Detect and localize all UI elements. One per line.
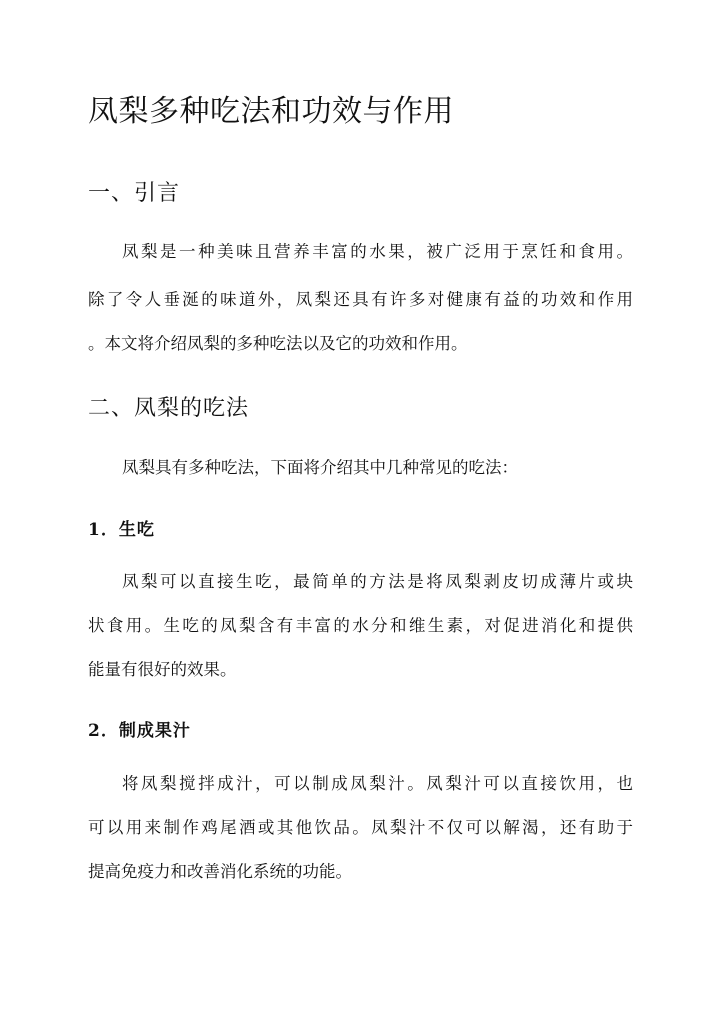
paragraph-line: 。本文将介绍凤梨的多种吃法以及它的功效和作用。 (88, 334, 468, 353)
document-title: 凤梨多种吃法和功效与作用 (88, 94, 454, 129)
paragraph-line: 状食用。生吃的凤梨含有丰富的水分和维生素，对促进消化和提供 (88, 616, 633, 635)
subsection-heading-raw: 1．生吃 (88, 520, 155, 540)
paragraph-line: 能量有很好的效果。 (88, 660, 237, 679)
section-heading-eating-methods: 二、凤梨的吃法 (88, 396, 250, 421)
section-intro: 凤梨具有多种吃法，下面将介绍其中几种常见的吃法： (122, 458, 518, 477)
paragraph-line: 将凤梨搅拌成汁，可以制成凤梨汁。凤梨汁可以直接饮用，也 (122, 774, 633, 793)
paragraph-line: 除了令人垂涎的味道外，凤梨还具有许多对健康有益的功效和作用 (88, 290, 633, 309)
paragraph-line: 凤梨可以直接生吃，最简单的方法是将凤梨剥皮切成薄片或块 (122, 572, 633, 591)
subsection-heading-juice: 2．制成果汁 (88, 721, 191, 741)
paragraph-line: 可以用来制作鸡尾酒或其他饮品。凤梨汁不仅可以解渴，还有助于 (88, 818, 633, 837)
paragraph-line: 凤梨是一种美味且营养丰富的水果，被广泛用于烹饪和食用。 (122, 242, 633, 261)
section-heading-introduction: 一、引言 (88, 181, 181, 206)
paragraph-line: 提高免疫力和改善消化系统的功能。 (88, 862, 352, 881)
